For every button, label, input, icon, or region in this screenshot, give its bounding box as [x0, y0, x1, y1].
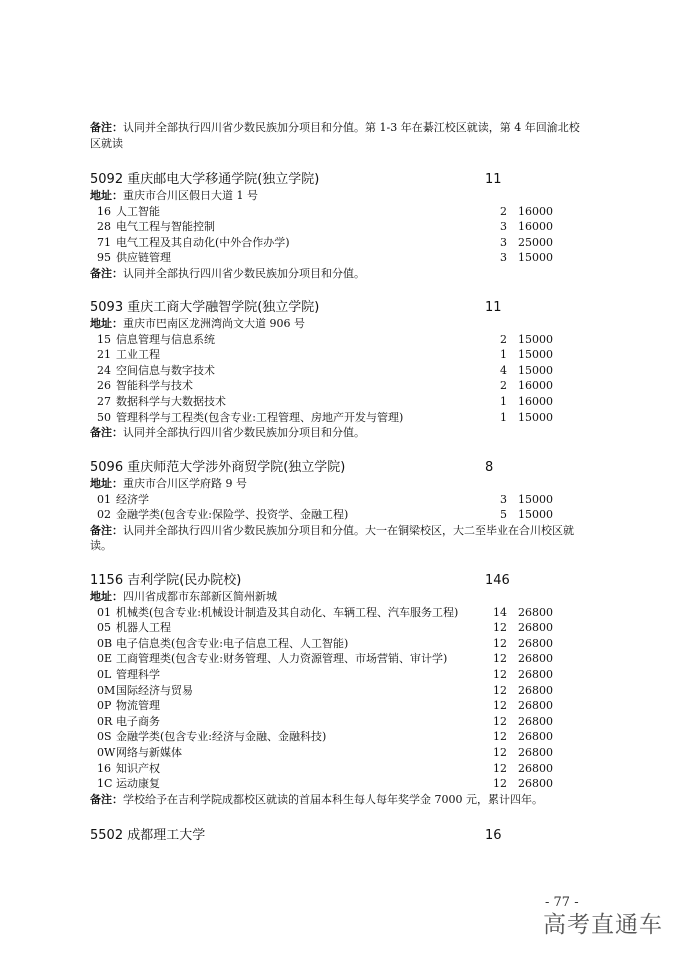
- major-name: 知识产权: [116, 761, 160, 775]
- school-name: 成都理工大学: [127, 828, 206, 843]
- school-code: 5092: [90, 172, 124, 187]
- major-row: [90, 332, 590, 348]
- major-fee: 26800: [518, 714, 553, 728]
- note-text: 认同并全部执行四川省少数民族加分项目和分值。第 1-3 年在綦江校区就读，第 4 年回渝北校区就读: [90, 121, 580, 150]
- school-title: [90, 172, 319, 187]
- major-row: [90, 620, 590, 636]
- major-code: 16: [97, 761, 111, 775]
- school-header: [90, 572, 590, 589]
- major-row: [90, 410, 590, 426]
- major-row: [90, 492, 590, 508]
- watermark: 高考直通车: [543, 912, 663, 938]
- school-title: [90, 573, 241, 588]
- major-plan-count: 12: [493, 777, 507, 791]
- major-code: 0S: [97, 730, 112, 744]
- major-fee: 26800: [518, 621, 553, 635]
- major-code: 02: [97, 508, 111, 522]
- major-name: 网络与新媒体: [116, 745, 182, 759]
- school-count: 11: [485, 172, 502, 187]
- major-code: 0B: [97, 636, 113, 650]
- school-header: [90, 459, 590, 476]
- major-fee: 16000: [518, 204, 553, 218]
- major-name: 经济学: [116, 492, 149, 506]
- major-name: 金融学类(包含专业:经济与金融、金融科技): [116, 730, 327, 744]
- major-row: [90, 219, 590, 235]
- major-fee: 26800: [518, 636, 553, 650]
- major-code: 50: [97, 410, 111, 424]
- school-header: [90, 171, 590, 188]
- note-text: 学校给予在吉利学院成都校区就读的首届本科生每人每年奖学金 7000 元，累计四年。: [123, 792, 543, 806]
- major-code: 0P: [97, 699, 112, 713]
- major-code: 01: [97, 492, 111, 506]
- major-code: 28: [97, 220, 111, 234]
- major-name: 机器人工程: [116, 621, 171, 635]
- major-plan-count: 12: [493, 761, 507, 775]
- address-label: 地址：: [90, 590, 123, 603]
- school-header: [90, 299, 590, 316]
- major-row: [90, 698, 590, 714]
- school-section: [90, 171, 590, 282]
- major-plan-count: 14: [493, 605, 507, 619]
- school-title: [90, 460, 345, 475]
- major-name: 人工智能: [116, 204, 160, 218]
- note-label: 备注：: [90, 121, 123, 134]
- major-row: [90, 250, 590, 266]
- major-plan-count: 1: [500, 410, 507, 424]
- major-fee: 26800: [518, 683, 553, 697]
- note-text: 认同并全部执行四川省少数民族加分项目和分值。: [123, 266, 365, 280]
- major-row: [90, 745, 590, 761]
- school-address: [90, 476, 590, 492]
- address-text: 重庆市合川区学府路 9 号: [123, 477, 247, 490]
- major-fee: 16000: [518, 394, 553, 408]
- major-plan-count: 12: [493, 714, 507, 728]
- major-fee: 26800: [518, 745, 553, 759]
- major-code: 01: [97, 605, 111, 619]
- major-name: 管理科学与工程类(包含专业:工程管理、房地产开发与管理): [116, 410, 404, 424]
- major-plan-count: 12: [493, 683, 507, 697]
- school-code: 5096: [90, 460, 124, 475]
- school-name: 吉利学院(民办院校): [127, 573, 242, 588]
- major-row: [90, 761, 590, 777]
- major-plan-count: 5: [500, 508, 507, 522]
- note-label: 备注：: [90, 266, 123, 280]
- major-code: 0M: [97, 683, 116, 697]
- major-plan-count: 1: [500, 348, 507, 362]
- major-fee: 26800: [518, 667, 553, 681]
- major-code: 95: [97, 251, 111, 265]
- major-name: 空间信息与数字技术: [116, 363, 215, 377]
- major-code: 0W: [97, 745, 116, 759]
- note-label: 备注：: [90, 792, 123, 806]
- school-note: [90, 425, 590, 441]
- school-section: [90, 827, 590, 844]
- major-name: 电气工程与智能控制: [116, 220, 215, 234]
- note-label: 备注：: [90, 426, 123, 440]
- major-fee: 26800: [518, 605, 553, 619]
- major-name: 工商管理类(包含专业:财务管理、人力资源管理、市场营销、审计学): [116, 652, 448, 666]
- major-name: 工业工程: [116, 348, 160, 362]
- address-label: 地址：: [90, 317, 123, 330]
- major-code: 26: [97, 379, 111, 393]
- major-fee: 26800: [518, 730, 553, 744]
- school-code: 1156: [90, 573, 124, 588]
- major-name: 管理科学: [116, 667, 160, 681]
- major-plan-count: 12: [493, 745, 507, 759]
- major-plan-count: 12: [493, 636, 507, 650]
- page-number: - 77 -: [545, 895, 579, 910]
- major-name: 信息管理与信息系统: [116, 332, 215, 346]
- school-section: [90, 572, 590, 807]
- major-code: 24: [97, 363, 111, 377]
- school-section: [90, 459, 590, 554]
- major-name: 金融学类(包含专业:保险学、投资学、金融工程): [116, 508, 349, 522]
- address-text: 四川省成都市东部新区简州新城: [123, 590, 277, 603]
- top-note: [90, 120, 590, 151]
- major-row: [90, 714, 590, 730]
- major-code: 27: [97, 394, 111, 408]
- major-code: 71: [97, 235, 111, 249]
- school-header: [90, 827, 590, 844]
- major-plan-count: 3: [500, 492, 507, 506]
- major-row: [90, 378, 590, 394]
- major-plan-count: 12: [493, 652, 507, 666]
- major-code: 1C: [97, 777, 113, 791]
- major-name: 供应链管理: [116, 251, 171, 265]
- major-fee: 16000: [518, 220, 553, 234]
- major-name: 电子商务: [116, 714, 160, 728]
- school-note: [90, 266, 590, 282]
- note-text: 认同并全部执行四川省少数民族加分项目和分值。: [123, 426, 365, 440]
- major-row: [90, 683, 590, 699]
- major-plan-count: 1: [500, 394, 507, 408]
- major-fee: 26800: [518, 761, 553, 775]
- school-name: 重庆师范大学涉外商贸学院(独立学院): [127, 460, 346, 475]
- school-count: 146: [485, 573, 510, 588]
- major-row: [90, 651, 590, 667]
- major-name: 运动康复: [116, 777, 160, 791]
- major-code: 05: [97, 621, 111, 635]
- major-plan-count: 4: [500, 363, 507, 377]
- major-row: [90, 363, 590, 379]
- major-plan-count: 3: [500, 220, 507, 234]
- major-fee: 26800: [518, 652, 553, 666]
- school-note: [90, 523, 590, 554]
- major-fee: 25000: [518, 235, 553, 249]
- major-plan-count: 2: [500, 379, 507, 393]
- major-name: 电子信息类(包含专业:电子信息工程、人工智能): [116, 636, 349, 650]
- address-label: 地址：: [90, 189, 123, 202]
- major-plan-count: 2: [500, 204, 507, 218]
- note-text: 认同并全部执行四川省少数民族加分项目和分值。大一在铜梁校区，大二至毕业在合川校区就读。: [90, 523, 574, 553]
- major-fee: 16000: [518, 379, 553, 393]
- major-plan-count: 12: [493, 667, 507, 681]
- address-label: 地址：: [90, 477, 123, 490]
- major-row: [90, 667, 590, 683]
- major-fee: 15000: [518, 410, 553, 424]
- school-count: 16: [485, 828, 502, 843]
- major-fee: 15000: [518, 363, 553, 377]
- address-text: 重庆市巴南区龙洲湾尚文大道 906 号: [123, 317, 305, 330]
- school-address: [90, 188, 590, 204]
- school-address: [90, 589, 590, 605]
- school-count: 8: [485, 460, 494, 475]
- school-name: 重庆工商大学融智学院(独立学院): [127, 300, 320, 315]
- major-plan-count: 3: [500, 235, 507, 249]
- major-row: [90, 394, 590, 410]
- major-code: 15: [97, 332, 111, 346]
- major-fee: 26800: [518, 777, 553, 791]
- school-note: [90, 792, 590, 808]
- major-name: 电气工程及其自动化(中外合作办学): [116, 235, 290, 249]
- major-code: 0R: [97, 714, 113, 728]
- major-code: 16: [97, 204, 111, 218]
- major-code: 21: [97, 348, 111, 362]
- major-plan-count: 12: [493, 621, 507, 635]
- address-text: 重庆市合川区假日大道 1 号: [123, 189, 258, 202]
- major-row: [90, 507, 590, 523]
- note-label: 备注：: [90, 523, 123, 537]
- major-name: 国际经济与贸易: [116, 683, 193, 697]
- school-address: [90, 316, 590, 332]
- major-fee: 15000: [518, 251, 553, 265]
- major-name: 智能科学与技术: [116, 379, 193, 393]
- major-row: [90, 605, 590, 621]
- major-plan-count: 3: [500, 251, 507, 265]
- major-row: [90, 729, 590, 745]
- school-count: 11: [485, 300, 502, 315]
- school-code: 5502: [90, 828, 124, 843]
- major-fee: 15000: [518, 348, 553, 362]
- school-title: [90, 300, 319, 315]
- major-plan-count: 12: [493, 730, 507, 744]
- major-name: 物流管理: [116, 699, 160, 713]
- major-code: 0L: [97, 667, 112, 681]
- school-section: [90, 299, 590, 441]
- major-fee: 15000: [518, 332, 553, 346]
- major-plan-count: 12: [493, 699, 507, 713]
- major-row: [90, 204, 590, 220]
- major-fee: 15000: [518, 508, 553, 522]
- major-row: [90, 636, 590, 652]
- major-fee: 15000: [518, 492, 553, 506]
- school-name: 重庆邮电大学移通学院(独立学院): [127, 172, 320, 187]
- major-row: [90, 776, 590, 792]
- major-name: 机械类(包含专业:机械设计制造及其自动化、车辆工程、汽车服务工程): [116, 605, 459, 619]
- school-title: [90, 828, 205, 843]
- major-row: [90, 235, 590, 251]
- major-name: 数据科学与大数据技术: [116, 394, 226, 408]
- school-code: 5093: [90, 300, 124, 315]
- major-plan-count: 2: [500, 332, 507, 346]
- major-row: [90, 347, 590, 363]
- major-code: 0E: [97, 652, 113, 666]
- major-fee: 26800: [518, 699, 553, 713]
